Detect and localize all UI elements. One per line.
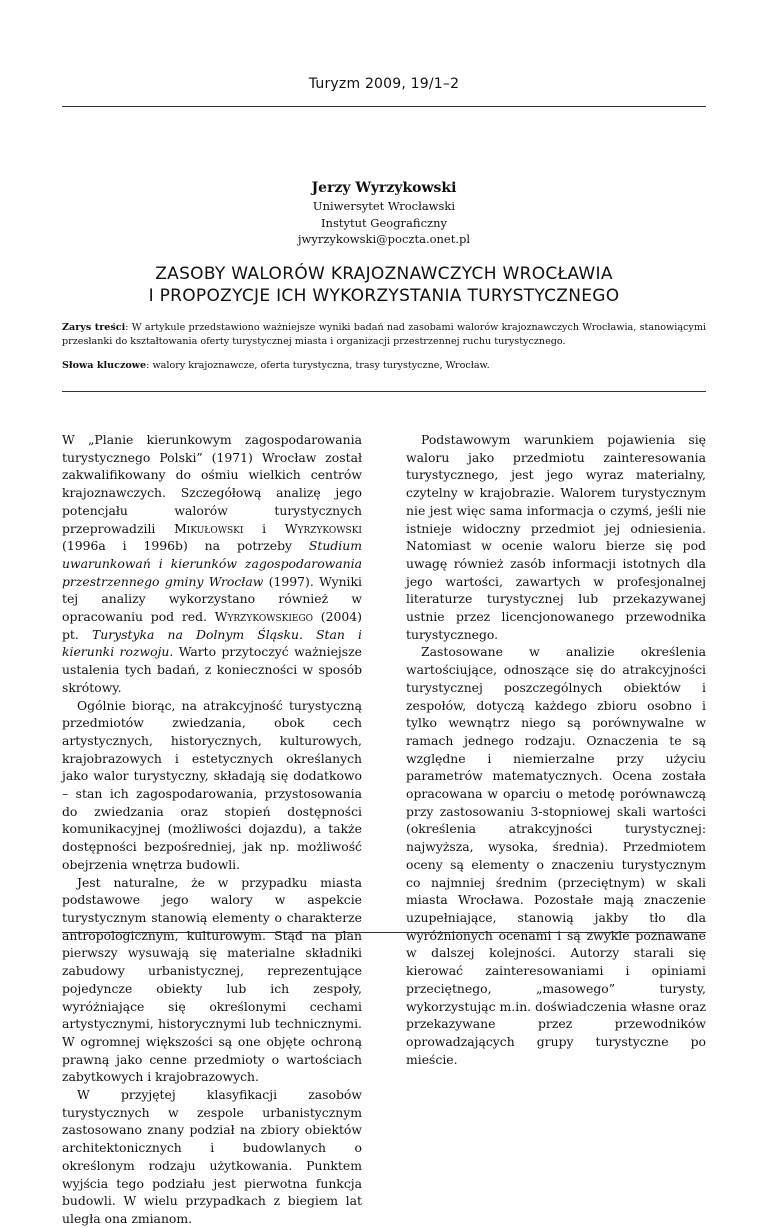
title-line-1: ZASOBY WALORÓW KRAJOZNAWCZYCH WROCŁAWIA bbox=[155, 264, 613, 284]
paragraph-4: W przyjętej klasyfikacji zasobów turystycznych w zespole urbanistycznym zastosowano znany podział na zbiory obiektów architektonicznych i budowlanych o określonym rodzaju użytkowania. Punktem wyjścia tego podziału jest pierwotna funkcja budowli. W wielu przypadkach z biegiem lat uległa ona zmianom. bbox=[62, 1087, 362, 1226]
author-block bbox=[0, 178, 768, 248]
abstract-text: : W artykule przedstawiono ważniejsze wyniki badań nad zasobami walorów krajoznawczych Wrocławia, stanowiącymi przesłanki do kształtowania oferty turystycznej miasta i organizacji przestrzennej ruchu turystycznego. bbox=[62, 322, 706, 347]
footer-rule bbox=[62, 932, 706, 933]
title-line-2: I PROPOZYCJE ICH WYKORZYSTANIA TURYSTYCZNEGO bbox=[148, 286, 620, 306]
paragraph-6: Zastosowane w analizie określenia wartościujące, odnoszące się do atrakcyjności turystycznej poszczególnych obiektów i zespołów, dotyczą każdego zbioru osobno i tylko wewnątrz niego są porównywalne w ramach jednego rodzaju. Oznaczenia te są względne i niemierzalne przy użyciu parametrów matematycznych. Ocena została opracowana w oparciu o metodę porównawczą przy zastosowaniu 3-stopniowej skali wartości (określenia atrakcyjności turystycznej: najwyższa, wysoka, średnia). Przedmiotem oceny są elementy o znaczeniu turystycznym co najmniej średnim (przeciętnym) w skali miasta Wrocława. Pozostałe mają znaczenie uzupełniające, stanowią jakby tło dla wyróżnionych ocenami i są zwykle poznawane w dalszej kolejności. Autorzy starali się kierować zainteresowaniami i opiniami przeciętnego, „masowego” turysty, wykorzystując m.in. doświadczenia własne oraz przekazywane przez przewodników oprowadzających grupy turystyczne po mieście. bbox=[406, 644, 706, 1067]
p1-text-a: W „Planie kierunkowym zagospodarowania turystycznego Polski” (1971) Wrocław został zakwalifikowany do ośmiu wielkich centrów krajoznawczych. Szczegółową analizę jego potencjału walorów turystycznych przeprowadzili bbox=[62, 432, 362, 536]
paragraph-5: Podstawowym warunkiem pojawienia się waloru jako przedmiotu zainteresowania turystycznego, jest jego wyraz materialny, czytelny w krajobrazie. Walorem turystycznym nie jest więc sama informacja o czymś, jeśli nie istnieje widoczny przedmiot jej odniesienia. Natomiast w ocenie waloru bierze się pod uwagę również zasób informacji istotnych dla jego wartości, zawartych w profesjonalnej literaturze turystycznej lub przekazywanej ustnie przez licencjonowanego przewodnika turystycznego. bbox=[406, 432, 706, 642]
keywords-text: : walory krajoznawcze, oferta turystyczna, trasy turystyczne, Wrocław. bbox=[146, 360, 490, 371]
p1-text-b: i bbox=[243, 520, 285, 536]
section-rule bbox=[62, 391, 706, 392]
author-email: jwyrzykowski@poczta.onet.pl bbox=[297, 232, 471, 246]
p1-author-2: Wyrzykowski bbox=[284, 520, 362, 536]
paragraph-1 bbox=[62, 431, 362, 697]
paragraph-2: Ogólnie biorąc, na atrakcyjność turystyczną przedmiotów zwiedzania, obok cech artystycznych, historycznych, kulturowych, krajobrazowych i estetycznych określanych jako walor turystyczny, składają się dodatkowo – stan ich zagospodarowania, przystosowania do zwiedzania oraz stopień dostępności komunikacyjnej (możliwości dojazdu), a także dostępności bezpośredniej, jak np. możliwość obejrzenia wnętrza budowli. bbox=[62, 697, 362, 872]
p1-study-title: Studium uwarunkowań i kierunków zagospodarowania przestrzennego gminy Wrocław bbox=[62, 538, 362, 589]
p1-text-c: (1996a i 1996b) na potrzeby bbox=[62, 538, 309, 554]
keywords bbox=[62, 359, 706, 373]
p1-author-1: Mikułowski bbox=[174, 520, 244, 536]
p1-text-d: (1997). Wyniki tej analizy wykorzystano również w opracowaniu pod red. bbox=[62, 573, 362, 625]
author-name: Jerzy Wyrzykowski bbox=[311, 180, 457, 196]
header-rule bbox=[62, 106, 706, 107]
keywords-label: Słowa kluczowe bbox=[62, 360, 147, 371]
paragraph-3: Jest naturalne, że w przypadku miasta podstawowe jego walory w aspekcie turystycznym stanowią elementy o charakterze antropologicznym, kulturowym. Stąd na plan pierwszy wysuwają się materialne składniki zabudowy urbanistycznej, reprezentujące pojedyncze obiekty lub ich zespoły, wyróżniające się określonymi cechami artystycznymi, historycznymi lub technicznymi. W ogromnej większości są one objęte ochroną prawną jako cenne przedmioty o wartościach zabytkowych i krajobrazowych. bbox=[62, 874, 362, 1085]
body-column-left bbox=[62, 431, 362, 1228]
p1-text-f: . Warto przytoczyć ważniejsze ustalenia tych badań, z konieczności w sposób skrótowy. bbox=[62, 644, 362, 695]
p1-author-3: Wyrzykowskiego bbox=[214, 609, 314, 625]
abstract-label: Zarys treści bbox=[62, 322, 126, 333]
body-column-right bbox=[406, 431, 706, 1068]
journal-header: Turyzm 2009, 19/1–2 bbox=[308, 76, 460, 92]
p1-book-title: Turystyka na Dolnym Śląsku. Stan i kierunki rozwoju bbox=[62, 626, 362, 660]
author-institute: Instytut Geograficzny bbox=[321, 215, 447, 230]
article-title bbox=[62, 263, 706, 307]
author-university: Uniwersytet Wrocławski bbox=[312, 199, 456, 213]
p1-text-e: (2004) pt. bbox=[62, 609, 362, 642]
abstract bbox=[62, 321, 706, 348]
